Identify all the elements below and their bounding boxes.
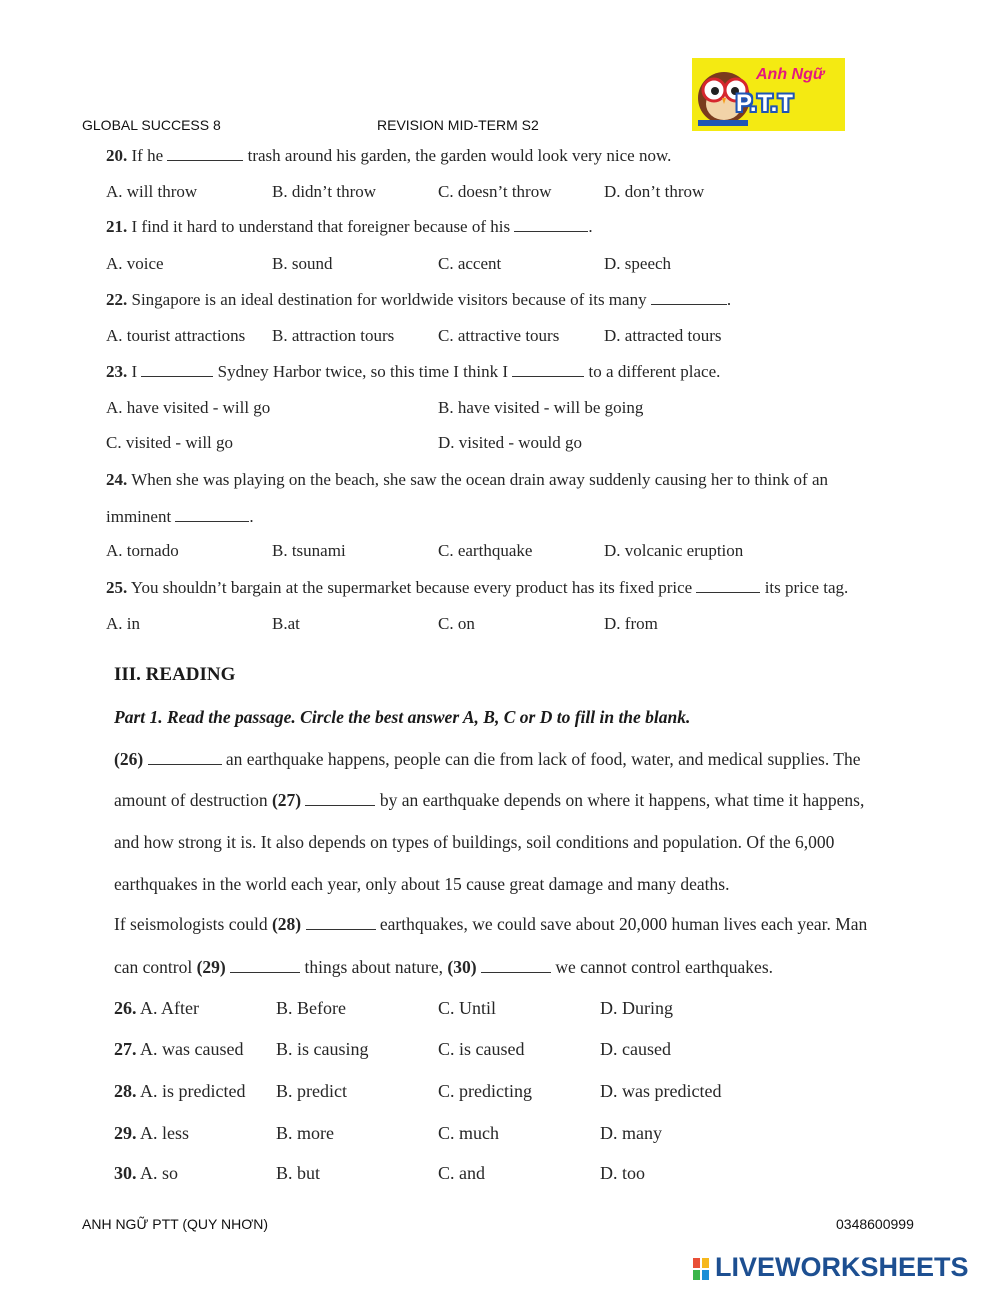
option-d[interactable]: D. too bbox=[600, 1163, 645, 1183]
passage-line-5 bbox=[114, 914, 900, 935]
question-text: . bbox=[726, 290, 732, 309]
option-d[interactable]: D. visited - would go bbox=[438, 433, 583, 452]
answer-row-29 bbox=[114, 1123, 189, 1144]
passage-line-2 bbox=[114, 790, 900, 811]
option-b[interactable]: B. Before bbox=[276, 998, 346, 1018]
question-text: . bbox=[588, 217, 593, 236]
option-a[interactable]: A. voice bbox=[106, 254, 164, 273]
question-number: 29. bbox=[114, 1123, 137, 1143]
answer-blank[interactable] bbox=[514, 219, 588, 232]
option-b[interactable]: B. have visited - will be going bbox=[438, 398, 644, 417]
blank-number: (26) bbox=[114, 749, 144, 769]
option-b[interactable]: B. but bbox=[276, 1163, 321, 1183]
option-a[interactable]: A. have visited - will go bbox=[106, 398, 271, 417]
question-text: When she was playing on the beach, she saw the ocean drain away suddenly causing her to think of an bbox=[131, 470, 828, 489]
option-c[interactable]: C. Until bbox=[438, 998, 497, 1018]
option-b[interactable]: B. is causing bbox=[276, 1039, 369, 1059]
option-a[interactable]: A. so bbox=[140, 1163, 179, 1183]
option-c[interactable]: C. and bbox=[438, 1163, 485, 1183]
question-number: 20. bbox=[106, 146, 128, 165]
option-b[interactable]: B. sound bbox=[272, 254, 333, 273]
header-series-title: GLOBAL SUCCESS 8 bbox=[82, 117, 221, 133]
question-text: Singapore is an ideal destination for worldwide visitors because of its many bbox=[131, 290, 647, 309]
footer-phone: 0348600999 bbox=[836, 1216, 914, 1232]
option-b[interactable]: B. tsunami bbox=[272, 541, 346, 560]
answer-row-28 bbox=[114, 1081, 245, 1102]
question-number: 27. bbox=[114, 1039, 137, 1059]
option-c[interactable]: C. attractive tours bbox=[438, 326, 560, 345]
option-a[interactable]: A. tornado bbox=[106, 541, 179, 560]
answer-blank[interactable] bbox=[512, 364, 584, 377]
passage-text: amount of destruction bbox=[114, 790, 268, 810]
question-text: I find it hard to understand that foreigner because of his bbox=[131, 217, 511, 236]
passage-text: an earthquake happens, people can die from lack of food, water, and medical supplies. The bbox=[225, 749, 861, 769]
option-d[interactable]: D. caused bbox=[600, 1039, 671, 1059]
question-number: 30. bbox=[114, 1163, 137, 1183]
option-c[interactable]: C. much bbox=[438, 1123, 499, 1143]
option-a[interactable]: A. After bbox=[140, 998, 199, 1018]
question-22 bbox=[106, 290, 731, 310]
answer-blank[interactable] bbox=[481, 960, 551, 973]
answer-blank[interactable] bbox=[141, 364, 213, 377]
question-text: You shouldn’t bargain at the supermarket because every product has its fixed price bbox=[130, 578, 693, 597]
option-a[interactable]: A. will throw bbox=[106, 182, 198, 201]
answer-blank[interactable] bbox=[148, 752, 222, 765]
option-a[interactable]: A. in bbox=[106, 614, 140, 633]
option-a[interactable]: A. tourist attractions bbox=[106, 326, 246, 345]
passage-text: things about nature, bbox=[304, 957, 444, 977]
question-number: 21. bbox=[106, 217, 128, 236]
passage-line-6 bbox=[114, 957, 900, 978]
question-text: Sydney Harbor twice, so this time I think I bbox=[217, 362, 509, 381]
question-21 bbox=[106, 217, 593, 237]
liveworksheets-grid-icon bbox=[693, 1258, 711, 1282]
question-text: . bbox=[249, 507, 254, 526]
logo-brand-line1: Anh Ngữ bbox=[756, 66, 825, 83]
header-test-title: REVISION MID-TERM S2 bbox=[377, 117, 539, 133]
answer-row-26 bbox=[114, 998, 199, 1019]
footer-center-name: ANH NGỮ PTT (QUY NHƠN) bbox=[82, 1216, 269, 1232]
question-text: trash around his garden, the garden would look very nice now. bbox=[247, 146, 672, 165]
answer-row-27 bbox=[114, 1039, 243, 1060]
option-c[interactable]: C. earthquake bbox=[438, 541, 533, 560]
option-d[interactable]: D. was predicted bbox=[600, 1081, 722, 1101]
option-c[interactable]: C. predicting bbox=[438, 1081, 532, 1101]
option-d[interactable]: D. speech bbox=[604, 254, 672, 273]
answer-blank[interactable] bbox=[230, 960, 300, 973]
option-b[interactable]: B. predict bbox=[276, 1081, 347, 1101]
liveworksheets-brand: LIVEWORKSHEETS bbox=[715, 1252, 969, 1282]
passage-line-3: and how strong it is. It also depends on types of buildings, soil conditions and population. Of the 6,000 bbox=[114, 832, 835, 852]
question-text: If he bbox=[131, 146, 164, 165]
question-number: 24. bbox=[106, 470, 128, 489]
option-d[interactable]: D. from bbox=[604, 614, 658, 633]
question-24 bbox=[106, 470, 828, 490]
option-a[interactable]: A. was caused bbox=[140, 1039, 244, 1059]
option-c[interactable]: C. visited - will go bbox=[106, 433, 234, 452]
question-number: 28. bbox=[114, 1081, 137, 1101]
passage-text: we cannot control earthquakes. bbox=[555, 957, 774, 977]
answer-blank[interactable] bbox=[167, 148, 243, 161]
answer-blank[interactable] bbox=[696, 580, 760, 593]
option-b[interactable]: B.at bbox=[272, 614, 300, 633]
blank-number: (29) bbox=[196, 957, 226, 977]
answer-blank[interactable] bbox=[175, 509, 249, 522]
passage-line-4: earthquakes in the world each year, only about 15 cause great damage and many deaths. bbox=[114, 874, 730, 894]
passage-text: earthquakes, we could save about 20,000 human lives each year. Man bbox=[379, 914, 868, 934]
question-number: 22. bbox=[106, 290, 128, 309]
option-b[interactable]: B. attraction tours bbox=[272, 326, 395, 345]
option-d[interactable]: D. don’t throw bbox=[604, 182, 705, 201]
question-number: 25. bbox=[106, 578, 128, 597]
option-d[interactable]: D. During bbox=[600, 998, 673, 1018]
passage-line-1 bbox=[114, 749, 900, 770]
question-text: its price tag. bbox=[764, 578, 849, 597]
part-instruction: Part 1. Read the passage. Circle the best answer A, B, C or D to fill in the blank. bbox=[114, 707, 691, 727]
blank-number: (27) bbox=[271, 790, 302, 810]
option-c[interactable]: C. doesn’t throw bbox=[438, 182, 552, 201]
option-d[interactable]: D. many bbox=[600, 1123, 662, 1143]
answer-blank[interactable] bbox=[305, 793, 375, 806]
question-text: imminent bbox=[106, 507, 172, 526]
option-b[interactable]: B. more bbox=[276, 1123, 334, 1143]
option-c[interactable]: C. is caused bbox=[438, 1039, 525, 1059]
blank-number: (30) bbox=[447, 957, 477, 977]
option-d[interactable]: D. attracted tours bbox=[604, 326, 722, 345]
question-text: I bbox=[131, 362, 138, 381]
question-25 bbox=[106, 578, 848, 598]
option-a[interactable]: A. is predicted bbox=[140, 1081, 246, 1101]
question-text: to a different place. bbox=[588, 362, 721, 381]
question-23 bbox=[106, 362, 720, 382]
option-a[interactable]: A. less bbox=[140, 1123, 190, 1143]
blank-number: (28) bbox=[271, 914, 302, 934]
logo-brand-line2: P.T.T bbox=[736, 90, 794, 117]
option-c[interactable]: C. on bbox=[438, 614, 475, 633]
option-c[interactable]: C. accent bbox=[438, 254, 502, 273]
answer-blank[interactable] bbox=[306, 917, 376, 930]
section-title: III. READING bbox=[114, 664, 236, 685]
question-number: 23. bbox=[106, 362, 128, 381]
answer-blank[interactable] bbox=[651, 292, 727, 305]
option-d[interactable]: D. volcanic eruption bbox=[604, 541, 744, 560]
question-24-line2 bbox=[106, 507, 254, 527]
question-20 bbox=[106, 146, 671, 166]
question-number: 26. bbox=[114, 998, 137, 1018]
passage-text: by an earthquake depends on where it happens, what time it happens, bbox=[379, 790, 865, 810]
passage-text: can control bbox=[114, 957, 193, 977]
passage-text: If seismologists could bbox=[114, 914, 268, 934]
option-b[interactable]: B. didn’t throw bbox=[272, 182, 377, 201]
ptt-logo bbox=[692, 58, 845, 131]
answer-row-30 bbox=[114, 1163, 178, 1184]
